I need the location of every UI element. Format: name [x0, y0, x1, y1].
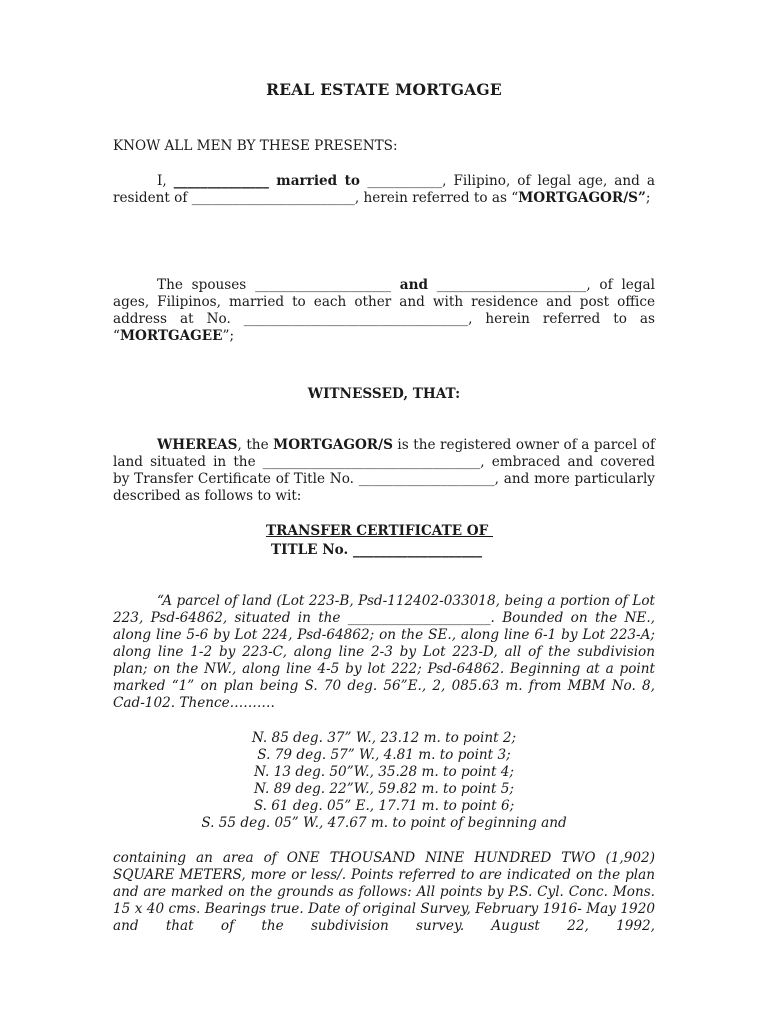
area-paragraph: containing an area of ONE THOUSAND NINE HUNDRED TWO (1,902) SQUARE METERS, more or less/. Points referred to are indicated on the plan and are marked on the grounds as follows: All points by P.S. Cyl. Conc. Mons. 15 x 40 cms. Bearings true. Date of original Survey, February 1916- May 1920 and that of the subdivision survey. August 22, 1992,	[113, 850, 655, 934]
bearing-line: N. 85 deg. 37” W., 23.12 m. to point 2;	[251, 730, 517, 746]
land-description: “A parcel of land (Lot 223-B, Psd-112402-033018, being a portion of Lot 223, Psd-64862, situated in the _____________________. Bounded on the NE., along line 5-6 by Lot 224, Psd-64862; on the SE., along line 6-1 by Lot 223-A; along line 1-2 by 223-C, along line 2-3 by Lot 223-D, all of the subdivision plan; on the NW., along line 4-5 by lot 222; Psd-64862. Beginning at a point marked “1” on plan being S. 70 deg. 56”E., 2, 085.63 m. from MBM No. 8, Cad-102. Thence……….	[113, 593, 655, 711]
mortgagee-paragraph	[113, 277, 655, 345]
whereas-mortgagor-term: MORTGAGOR/S	[273, 437, 393, 453]
mortgagor-blank-1: ______________	[173, 173, 269, 189]
document-title: REAL ESTATE MORTGAGE	[266, 80, 502, 99]
mortgagor-text-1: I,	[157, 173, 174, 189]
whereas-text-1: , the	[237, 437, 274, 453]
whereas-text-2: is the registered owner of a parcel of land situated in the ________________________________, embraced and covered by Transfer Certificate of Title No. ____________________, and more particularly described as follows to wit:	[113, 437, 655, 504]
salutation: KNOW ALL MEN BY THESE PRESENTS:	[113, 138, 398, 154]
whereas-term: WHEREAS	[157, 437, 238, 453]
mortgagor-end: ;	[645, 190, 651, 206]
witnessed-heading: WITNESSED, THAT:	[307, 386, 461, 402]
mortgagor-text-2: ___________, Filipino, of legal age, and a resident of ________________________, herein referred to as “	[113, 173, 655, 206]
bearing-line: S. 55 deg. 05” W., 47.67 m. to point of beginning and	[201, 815, 567, 831]
mortgagee-text-1: The spouses ____________________	[157, 277, 400, 293]
tct-heading-line-2: TITLE No. ___________________	[271, 542, 483, 558]
bearing-line: S. 79 deg. 57” W., 4.81 m. to point 3;	[257, 747, 511, 763]
mortgagee-and: and	[399, 277, 428, 293]
bearings-list	[113, 730, 655, 832]
bearing-line: S. 61 deg. 05” E., 17.71 m. to point 6;	[253, 798, 515, 814]
tct-heading-line-1: TRANSFER CERTIFICATE OF	[266, 523, 494, 539]
mortgagee-term: MORTGAGEE	[119, 328, 223, 344]
mortgagee-end: ”;	[222, 328, 235, 344]
married-to-label: married to	[268, 173, 368, 189]
mortgagee-text-2: ______________________, of legal ages, Filipinos, married to each other and with residence and post office address at No. _________________________________, herein referred to as “	[113, 277, 655, 344]
mortgagor-paragraph	[113, 173, 655, 207]
bearing-line: N. 89 deg. 22”W., 59.82 m. to point 5;	[254, 781, 514, 797]
mortgagor-term: MORTGAGOR/S”	[518, 190, 646, 206]
whereas-paragraph	[113, 437, 655, 505]
bearing-line: N. 13 deg. 50”W., 35.28 m. to point 4;	[254, 764, 514, 780]
